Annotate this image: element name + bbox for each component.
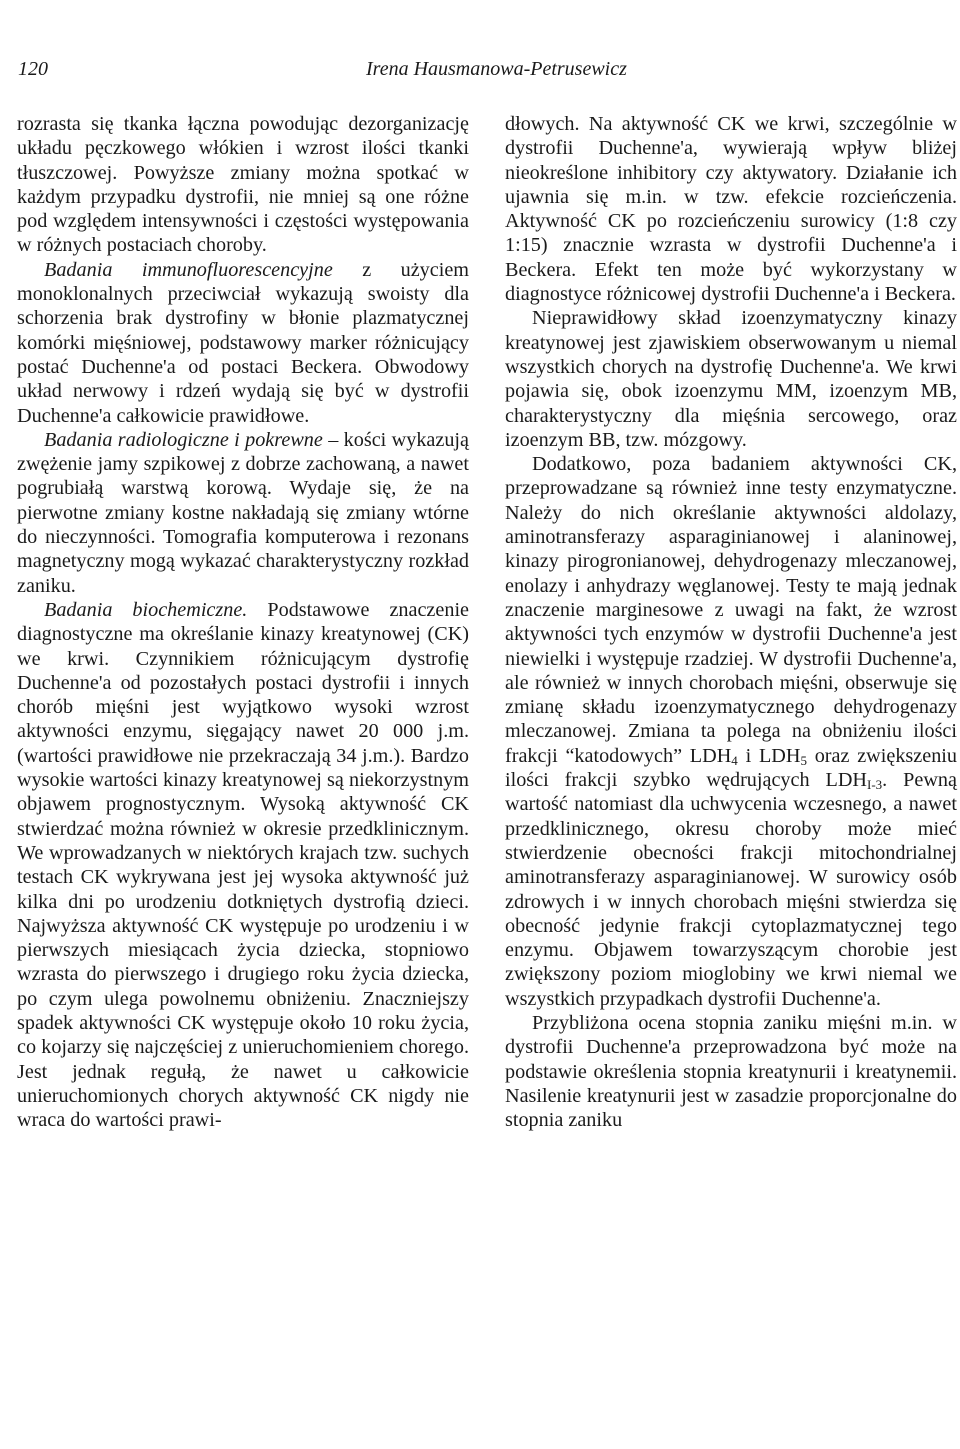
section-lead-biochemistry: Badania biochemiczne.	[44, 598, 248, 621]
paragraph-tissue: rozrasta się tkanka łączna powodując dezorganizację układu pęczkowego włókien i wzrost ilości tkanki tłuszczowej. Powyższe zmiany można spotkać w każdym przypadku dystrofii, nie mniej są one różne pod względem intensywności i częstości występowania w różnych postaciach choroby.	[17, 113, 469, 257]
paragraph-text: oraz zwiększeniu ilości frakcji szybko wędrujących LDH	[505, 744, 957, 792]
paragraph-text: Podstawowe znaczenie diagnostyczne ma określanie kinazy kreatynowej (CK) we krwi. Czynnikiem różnicującym dystrofię Duchenne'a od pozostałych postaci dystrofii i innych chorób mięśni jest wyjątkowo wysoki wzrost aktywności enzymu, sięgający nawet 20 000 j.m. (wartości prawidłowe nie przekraczają 34 j.m.). Bardzo wysokie wartości kinazy kreatynowej są niekorzystnym objawem prognostycznym. Wysoką aktywność CK stwierdzać można również w okresie przedklinicznym. We wprowadzanych w niektórych krajach tzw. suchych testach CK wykrywana jest jej wysoka aktywność już kilka dni po urodzeniu dotkniętych dystrofią dzieci. Najwyższa aktywność CK występuje po urodzeniu i w pierwszych miesiącach życia dziecka, stopniowo wzrasta do pierwszego i drugiego roku życia dziecka, po czym ulega powolnemu obniżeniu. Znaczniejszy spadek aktywności CK występuje około 10 roku życia, co kojarzy się najczęściej z unieruchomieniem chorego. Jest jednak regułą, że nawet u całkowicie unieruchomionych chorych aktywność CK nigdy nie wraca do wartości prawi-	[17, 598, 470, 1132]
paragraph-atrophy-assessment: Przybliżona ocena stopnia zaniku mięśni m.in. w dystrofii Duchenne'a przeprowadzona być może na podstawie określenia stopnia kreatynurii i kreatynemii. Nasilenie kreatynurii jest w zasadzie proporcjonalne do stopnia zaniku	[505, 1011, 957, 1132]
section-lead-radiology: Badania radiologiczne i pokrewne	[44, 428, 323, 451]
right-column	[505, 112, 957, 1132]
paragraph-text: – kości wykazują zwężenie jamy szpikowej z dobrze zachowaną, a nawet pogrubiałą warstwą korową. Wydaje się, że na pierwotne zmiany kostne nakładają się zmiany wtórne do nieczynności. Tomografia komputerowa i rezonans magnetyczny mogą wykazać charakterystyczny rozkład zaniku.	[17, 428, 469, 597]
paragraph-radiology	[17, 428, 469, 598]
paragraph-isoenzymes: Nieprawidłowy skład izoenzymatyczny kinazy kreatynowej jest zjawiskiem obserwowanym u niemal wszystkich chorych na dystrofię Duchenne'a. We krwi pojawia się, obok izoenzymu MM, izoenzym MB, charakterystyczny dla mięśnia sercowego, oraz izoenzym BB, tzw. mózgowy.	[505, 307, 957, 451]
subscript: I-3	[867, 777, 883, 793]
page-number: 120	[18, 58, 48, 80]
section-lead-immunofluorescence: Badania immunofluorescencyjne	[44, 258, 333, 281]
paragraph-text: . Pewną wartość natomiast dla uchwycenia wczesnego, a nawet przedklinicznego, okresu choroby może mieć stwierdzenie obecności frakcji mitochondrialnej aminotransferazy asparaginianowej. W surowicy osób zdrowych i w innych chorobach mięśni stwierdza się obecność jedynie frakcji cytoplazmatycznej tego enzymu. Objawem towarzyszącym chorobie jest zwiększony poziom mioglobiny we krwi niemal we wszystkich przypadkach dystrofii Duchenne'a.	[505, 769, 957, 1010]
paragraph-text: z użyciem monoklonalnych przeciwciał wykazują swoisty dla schorzenia brak dystrofiny w błonie plazmatycznej komórki mięśniowej, podstawowy marker różnicujący postać Duchenne'a od postaci Beckera. Obwodowy układ nerwowy i rdzeń wydają się być w dystrofii Duchenne'a całkowicie prawidłowe.	[17, 258, 469, 427]
subscript: 5	[800, 752, 807, 768]
running-title-author: Irena Hausmanowa-Petrusewicz	[366, 58, 627, 80]
paragraph-biochemistry	[17, 598, 469, 1133]
running-header	[18, 58, 942, 88]
paragraph-text: i LDH	[737, 744, 801, 767]
subscript: 4	[731, 752, 738, 768]
left-column	[17, 112, 469, 1132]
paragraph-text: Dodatkowo, poza badaniem aktywności CK, przeprowadzane są również inne testy enzymatyczne. Należy do nich określanie aktywności aldolazy, aminotransferazy asparaginianowej i alaninowej, kinazy pirogronianowej, dehydrogenazy mleczanowej, enolazy i anhydrazy węglanowej. Testy te mają jednak znaczenie marginesowe z uwagi na fakt, że wzrost aktywności tych enzymów w dystrofii Duchenne'a jest niewielki i występuje rzadziej. W dystrofii Duchenne'a, ale również w innych chorobach mięśni, obserwuje się zmianę składu izoenzymatycznego dehydrogenazy mleczanowej. Zmiana ta polega na obniżeniu ilości frakcji “katodowych” LDH	[505, 453, 957, 767]
paragraph-enzyme-tests	[505, 452, 957, 1011]
paragraph-immunofluorescence	[17, 258, 469, 428]
paragraph-ck-activity: dłowych. Na aktywność CK we krwi, szczególnie w dystrofii Duchenne'a, wywierają wpływ bliżej nieokreślone inhibitory czy aktywatory. Działanie ich ujawnia się m.in. w tzw. efekcie rozcieńczenia. Aktywność CK po rozcieńczeniu surowicy (1:8 czy 1:15) znacznie wzrasta w dystrofii Duchenne'a i Beckera. Efekt ten może być wykorzystany w diagnostyce różnicowej dystrofii Duchenne'a i Beckera.	[505, 113, 957, 306]
